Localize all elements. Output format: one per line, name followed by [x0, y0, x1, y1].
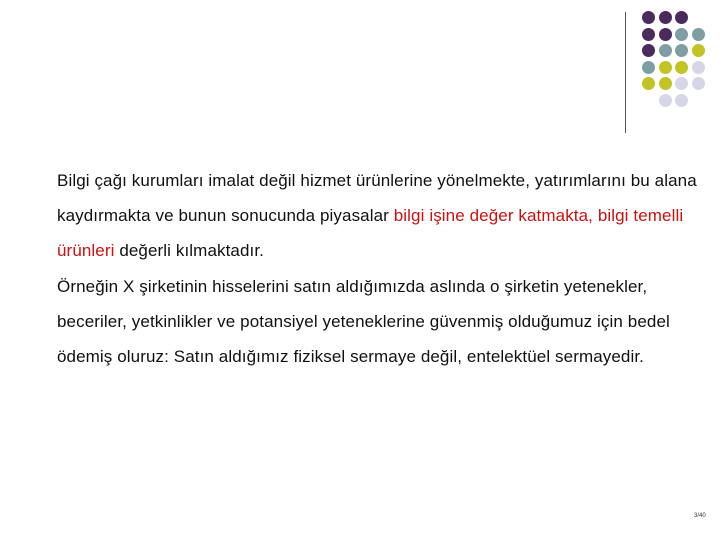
decorative-dot — [642, 11, 655, 24]
decorative-dot — [659, 77, 672, 90]
decorative-dot — [659, 11, 672, 24]
decorative-dot — [642, 28, 655, 41]
paragraph-1-text: Bilgi çağı kurumları imalat değil hizmet ürünlerine yönelmekte, yatırımlarını bu alana kaydırmakta ve bunun sonucunda piyasalar — [57, 171, 697, 226]
decorative-dot — [659, 61, 672, 74]
decorative-dot — [659, 28, 672, 41]
decorative-dot — [675, 77, 688, 90]
decorative-dot — [692, 44, 705, 57]
decorative-dot — [659, 94, 672, 107]
paragraph-2-text: Örneğin X şirketinin hisselerini satın aldığımızda aslında o şirketin yetenekler, beceriler, yetkinlikler ve potansiyel yeteneklerine güvenmiş olduğumuz için bedel ödemiş oluruz: Satın aldığımız fiziksel sermaye değil, entelektüel sermayedir. — [57, 276, 670, 367]
paragraph-1 — [57, 163, 707, 269]
decorative-dot — [675, 61, 688, 74]
decorative-dot — [692, 28, 705, 41]
decorative-dot — [675, 11, 688, 24]
decorative-dot — [642, 61, 655, 74]
decorative-dot — [675, 44, 688, 57]
decorative-dot — [659, 44, 672, 57]
paragraph-2 — [57, 269, 707, 375]
page-number: 3/40 — [694, 513, 706, 519]
slide-body — [57, 163, 707, 374]
decorative-dot — [642, 77, 655, 90]
decorative-dot — [692, 61, 705, 74]
decorative-dot — [675, 28, 688, 41]
paragraph-1-highlight: bilgi işine değer katmakta, bilgi temelli ürünleri — [57, 206, 684, 261]
decorative-dot — [675, 94, 688, 107]
paragraph-1-text-end: değerli kılmaktadır. — [114, 241, 264, 261]
decorative-vertical-line — [625, 12, 626, 133]
decorative-dot — [692, 77, 705, 90]
decorative-dot-grid — [0, 0, 720, 120]
decorative-dot — [642, 44, 655, 57]
